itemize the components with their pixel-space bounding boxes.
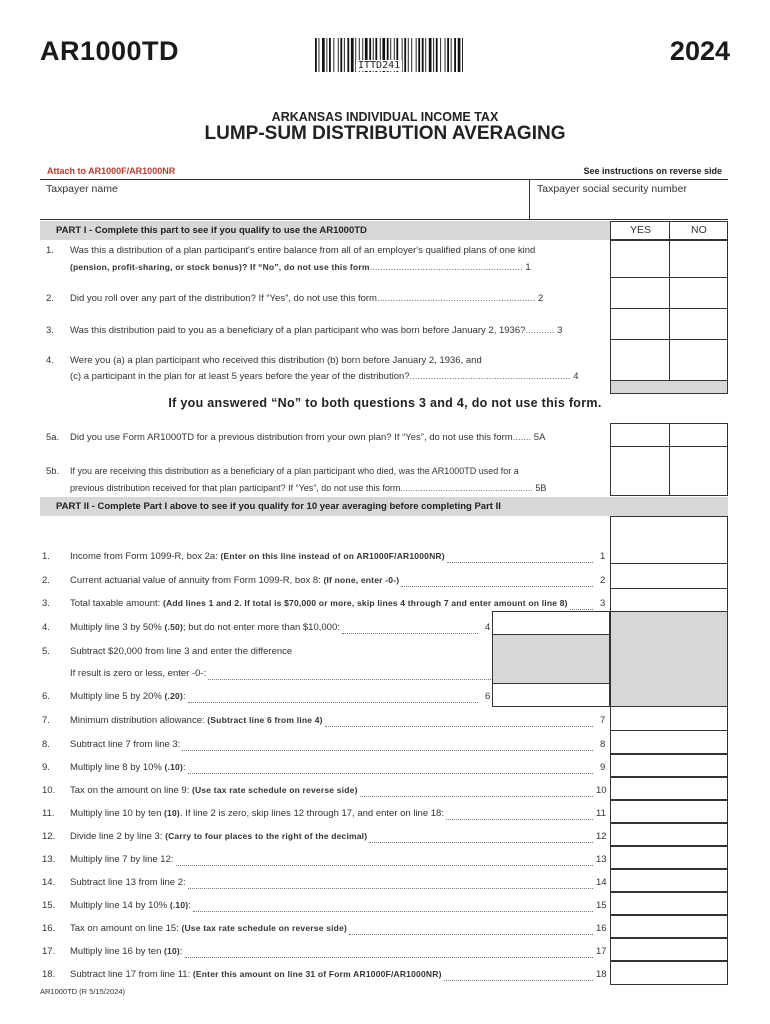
dot-leader <box>185 947 593 958</box>
form-agency-title: ARKANSAS INDIVIDUAL INCOME TAX <box>271 110 499 124</box>
form-title: LUMP-SUM DISTRIBUTION AVERAGING <box>204 123 566 144</box>
barcode-bar <box>458 38 461 72</box>
barcode-bar <box>425 38 426 72</box>
taxpayer-ssn-field[interactable] <box>532 196 726 218</box>
part2-line-number: 17. <box>42 946 56 957</box>
q1-text-b: (pension, profit-sharing, or stock bonus)? If “No”, do not use this form.......................................................... 1 <box>70 262 531 273</box>
line-2-amount[interactable] <box>610 563 728 589</box>
line-3-amount[interactable] <box>610 588 728 612</box>
line-ref-number: 3 <box>600 598 606 609</box>
line-ref-number: 1 <box>600 551 606 562</box>
dot-leader <box>342 623 478 634</box>
part2-line-number: 12. <box>42 831 56 842</box>
barcode-bar <box>329 38 331 72</box>
part2-line-6: Multiply line 5 by 20% (.20): <box>70 691 186 702</box>
part2-line-13: Multiply line 7 by line 12: <box>70 854 174 865</box>
q2-yes-box[interactable] <box>611 278 669 308</box>
part2-line-number: 11. <box>42 808 55 819</box>
part2-line-number: 9. <box>42 762 50 773</box>
line-ref-number: 12 <box>596 831 607 842</box>
line-6-amount[interactable] <box>492 683 610 707</box>
line-ref-number: 7 <box>600 715 606 726</box>
part2-line-cont: If result is zero or less, enter -0-: <box>70 668 207 679</box>
barcode-bar <box>408 38 409 72</box>
barcode-bar <box>429 38 432 72</box>
barcode-bar <box>418 38 420 72</box>
line-ref-number: 16 <box>596 923 607 934</box>
shaded-spacer <box>610 380 728 394</box>
line-11-amount[interactable] <box>610 799 728 824</box>
part2-line-number: 1. <box>42 551 50 562</box>
line-12-amount[interactable] <box>610 822 728 847</box>
part2-line-number: 3. <box>42 598 50 609</box>
q5b-text-b: previous distribution received for that plan participant? If “Yes”, do not use this form..................................................... 5B <box>70 483 547 493</box>
barcode-bar <box>326 38 327 72</box>
line-ref-number: 10 <box>596 785 607 796</box>
q3-number: 3. <box>46 325 54 336</box>
line-4-amount[interactable] <box>492 611 610 635</box>
line-ref-number: 18 <box>596 969 607 980</box>
part2-line-number: 6. <box>42 691 50 702</box>
barcode-bar <box>440 38 441 72</box>
part2-line-11: Multiply line 10 by ten (10). If line 2 is zero, skip lines 12 through 17, and enter on line 18: <box>70 808 444 819</box>
part2-line-number: 4. <box>42 622 50 633</box>
barcode-bar <box>447 38 449 72</box>
no-column-label: NO <box>691 224 707 236</box>
line-ref-number: 13 <box>596 854 607 865</box>
line-ref-number: 17 <box>596 946 607 957</box>
barcode-text: ITTD241 <box>358 60 401 71</box>
mid-shaded-block <box>492 634 610 684</box>
form-id: AR1000TD <box>40 36 180 66</box>
q1-no-box[interactable] <box>670 241 727 277</box>
line-8-amount[interactable] <box>610 730 728 755</box>
line-13-amount[interactable] <box>610 845 728 870</box>
q1-yes-box[interactable] <box>611 241 669 277</box>
form-footer: AR1000TD (R 5/15/2024) <box>40 987 126 996</box>
dot-leader <box>325 716 593 727</box>
dot-leader <box>447 552 593 563</box>
line-ref-number: 9 <box>600 762 606 773</box>
barcode-bar <box>462 38 463 72</box>
barcode-bar <box>422 38 424 72</box>
line-ref-number: 4 <box>485 622 491 633</box>
line-15-amount[interactable] <box>610 891 728 916</box>
line-ref-number: 14 <box>596 877 607 888</box>
dot-leader <box>176 855 594 866</box>
dot-leader <box>182 740 593 751</box>
see-instructions-note: See instructions on reverse side <box>583 166 722 176</box>
line-10-amount[interactable] <box>610 776 728 801</box>
dot-leader <box>193 901 593 912</box>
barcode-bar <box>451 38 452 72</box>
q4-text-a: Were you (a) a plan participant who received this distribution (b) born before January 2, 1936, and <box>70 355 482 366</box>
part2-line-10: Tax on the amount on line 9: (Use tax rate schedule on reverse side) <box>70 785 358 796</box>
line-ref-number: 2 <box>600 575 606 586</box>
attach-note: Attach to AR1000F/AR1000NR <box>47 166 176 176</box>
line-9-amount[interactable] <box>610 753 728 778</box>
line-ref-number: 6 <box>485 691 491 702</box>
part2-line-number: 10. <box>42 785 56 796</box>
yes-no-divider <box>669 221 670 240</box>
dot-leader <box>188 692 478 703</box>
dot-leader <box>570 599 593 610</box>
part2-line-15: Multiply line 14 by 10% (.10): <box>70 900 191 911</box>
barcode-bar <box>436 38 438 72</box>
dot-leader <box>349 924 593 935</box>
barcode-bar <box>416 38 417 72</box>
part2-line-number: 18. <box>42 969 56 980</box>
part2-line-14: Subtract line 13 from line 2: <box>70 877 186 888</box>
part2-line-18: Subtract line 17 from line 11: (Enter this amount on line 31 of Form AR1000F/AR1000NR) <box>70 969 442 980</box>
line-ref-number: 15 <box>596 900 607 911</box>
line-18-amount[interactable] <box>610 960 728 985</box>
taxpayer-name-label: Taxpayer name <box>46 183 118 195</box>
line-ref-number: 8 <box>600 739 606 750</box>
part1-header: PART I - Complete this part to see if you qualify to use the AR1000TD <box>40 221 610 240</box>
part2-line-number: 2. <box>42 575 50 586</box>
line-ref-number: 11 <box>596 808 606 819</box>
part2-line-17: Multiply line 16 by ten (10): <box>70 946 183 957</box>
dot-leader <box>401 576 593 587</box>
dot-leader <box>188 763 593 774</box>
dot-leader <box>444 970 593 981</box>
line-1-amount[interactable] <box>610 516 728 564</box>
q5b-yes-box[interactable] <box>611 447 669 495</box>
part2-line-number: 5. <box>42 646 50 657</box>
part2-line-16: Tax on amount on line 15: (Use tax rate schedule on reverse side) <box>70 923 348 934</box>
barcode-bar <box>319 38 320 72</box>
q5b-text-a: If you are receiving this distribution as a beneficiary of a plan participant who died, was the AR1000TD used for a <box>70 466 519 476</box>
taxpayer-ssn-label: Taxpayer social security number <box>537 183 687 195</box>
barcode-bar <box>445 38 446 72</box>
barcode-bar <box>404 38 406 72</box>
q5a-yes-box[interactable] <box>611 424 669 446</box>
form-year: 2024 <box>669 36 730 66</box>
q5b-no-box[interactable] <box>670 447 727 495</box>
barcode-bar <box>351 38 354 72</box>
part2-line-number: 7. <box>42 715 50 726</box>
part2-line-number: 14. <box>42 877 56 888</box>
part2-line-2: Current actuarial value of annuity from Form 1099-R, box 8: (If none, enter -0-) <box>70 575 400 586</box>
line-17-amount[interactable] <box>610 937 728 962</box>
dot-leader <box>360 786 593 797</box>
yes-column-label: YES <box>630 224 652 236</box>
line-14-amount[interactable] <box>610 868 728 893</box>
q2-number: 2. <box>46 293 54 304</box>
q3-yes-box[interactable] <box>611 309 669 339</box>
part2-line-1: Income from Form 1099-R, box 2a: (Enter on this line instead of on AR1000F/AR1000NR) <box>70 551 445 562</box>
dot-leader <box>446 809 593 820</box>
part2-line-3: Total taxable amount: (Add lines 1 and 2. If total is $70,000 or more, skip lines 4 through 7 and enter amount on line 8) <box>70 598 568 609</box>
barcode-bar <box>322 38 325 72</box>
part2-line-number: 16. <box>42 923 56 934</box>
barcode-bar <box>347 38 349 72</box>
q1-number: 1. <box>46 245 54 256</box>
part2-line-number: 8. <box>42 739 50 750</box>
dot-leader <box>188 878 593 889</box>
barcode-bar <box>338 38 339 72</box>
q4-no-box[interactable] <box>670 340 727 380</box>
q5a-text: Did you use Form AR1000TD for a previous distribution from your own plan? If “Yes”, do not use this form....... 5A <box>70 432 546 443</box>
q2-text: Did you roll over any part of the distribution? If “Yes”, do not use this form............................................................ 2 <box>70 293 544 304</box>
q4-number: 4. <box>46 355 54 366</box>
barcode-bar <box>333 38 334 72</box>
dot-leader <box>369 832 593 843</box>
line-16-amount[interactable] <box>610 914 728 939</box>
line-7-amount[interactable] <box>610 706 728 731</box>
part2-line-9: Multiply line 8 by 10% (.10): <box>70 762 186 773</box>
q3-no-box[interactable] <box>670 309 727 339</box>
part2-line-7: Minimum distribution allowance: (Subtract line 6 from line 4) <box>70 715 323 726</box>
taxpayer-box-divider <box>529 179 530 220</box>
part2-line-4: Multiply line 3 by 50% (.50); but do not enter more than $10,000: <box>70 622 340 633</box>
part2-line-number: 13. <box>42 854 56 865</box>
barcode-bar <box>433 38 434 72</box>
taxpayer-name-field[interactable] <box>42 196 526 218</box>
part2-line-8: Subtract line 7 from line 3: <box>70 739 181 750</box>
q1-text-a: Was this a distribution of a plan participant's entire balance from all of an employer's qualified plans of one kind <box>70 245 536 256</box>
q3-text: Was this distribution paid to you as a beneficiary of a plan participant who was born before January 2, 1936?........... 3 <box>70 325 563 336</box>
q4-text-b: (c) a participant in the plan for at least 5 years before the year of the distribution?............................................................. 4 <box>70 371 579 382</box>
q5a-number: 5a. <box>46 432 60 443</box>
q4-yes-box[interactable] <box>611 340 669 380</box>
q5b-number: 5b. <box>46 466 60 477</box>
barcode-bar <box>411 38 412 72</box>
barcode-bar <box>454 38 456 72</box>
barcode-bar <box>340 38 342 72</box>
right-shaded-block <box>610 611 728 707</box>
part2-line-12: Divide line 2 by line 3: (Carry to four places to the right of the decimal) <box>70 831 368 842</box>
barcode-bar <box>344 38 345 72</box>
part2-line-number: 15. <box>42 900 56 911</box>
warning-text: If you answered “No” to both questions 3 and 4, do not use this form. <box>168 396 602 410</box>
q5a-no-box[interactable] <box>670 424 727 446</box>
part2-header: PART II - Complete Part I above to see if you qualify for 10 year averaging before completing Part II <box>40 497 728 516</box>
q2-no-box[interactable] <box>670 278 727 308</box>
part2-line-5: Subtract $20,000 from line 3 and enter the difference <box>70 646 293 657</box>
barcode-bar <box>315 38 317 72</box>
